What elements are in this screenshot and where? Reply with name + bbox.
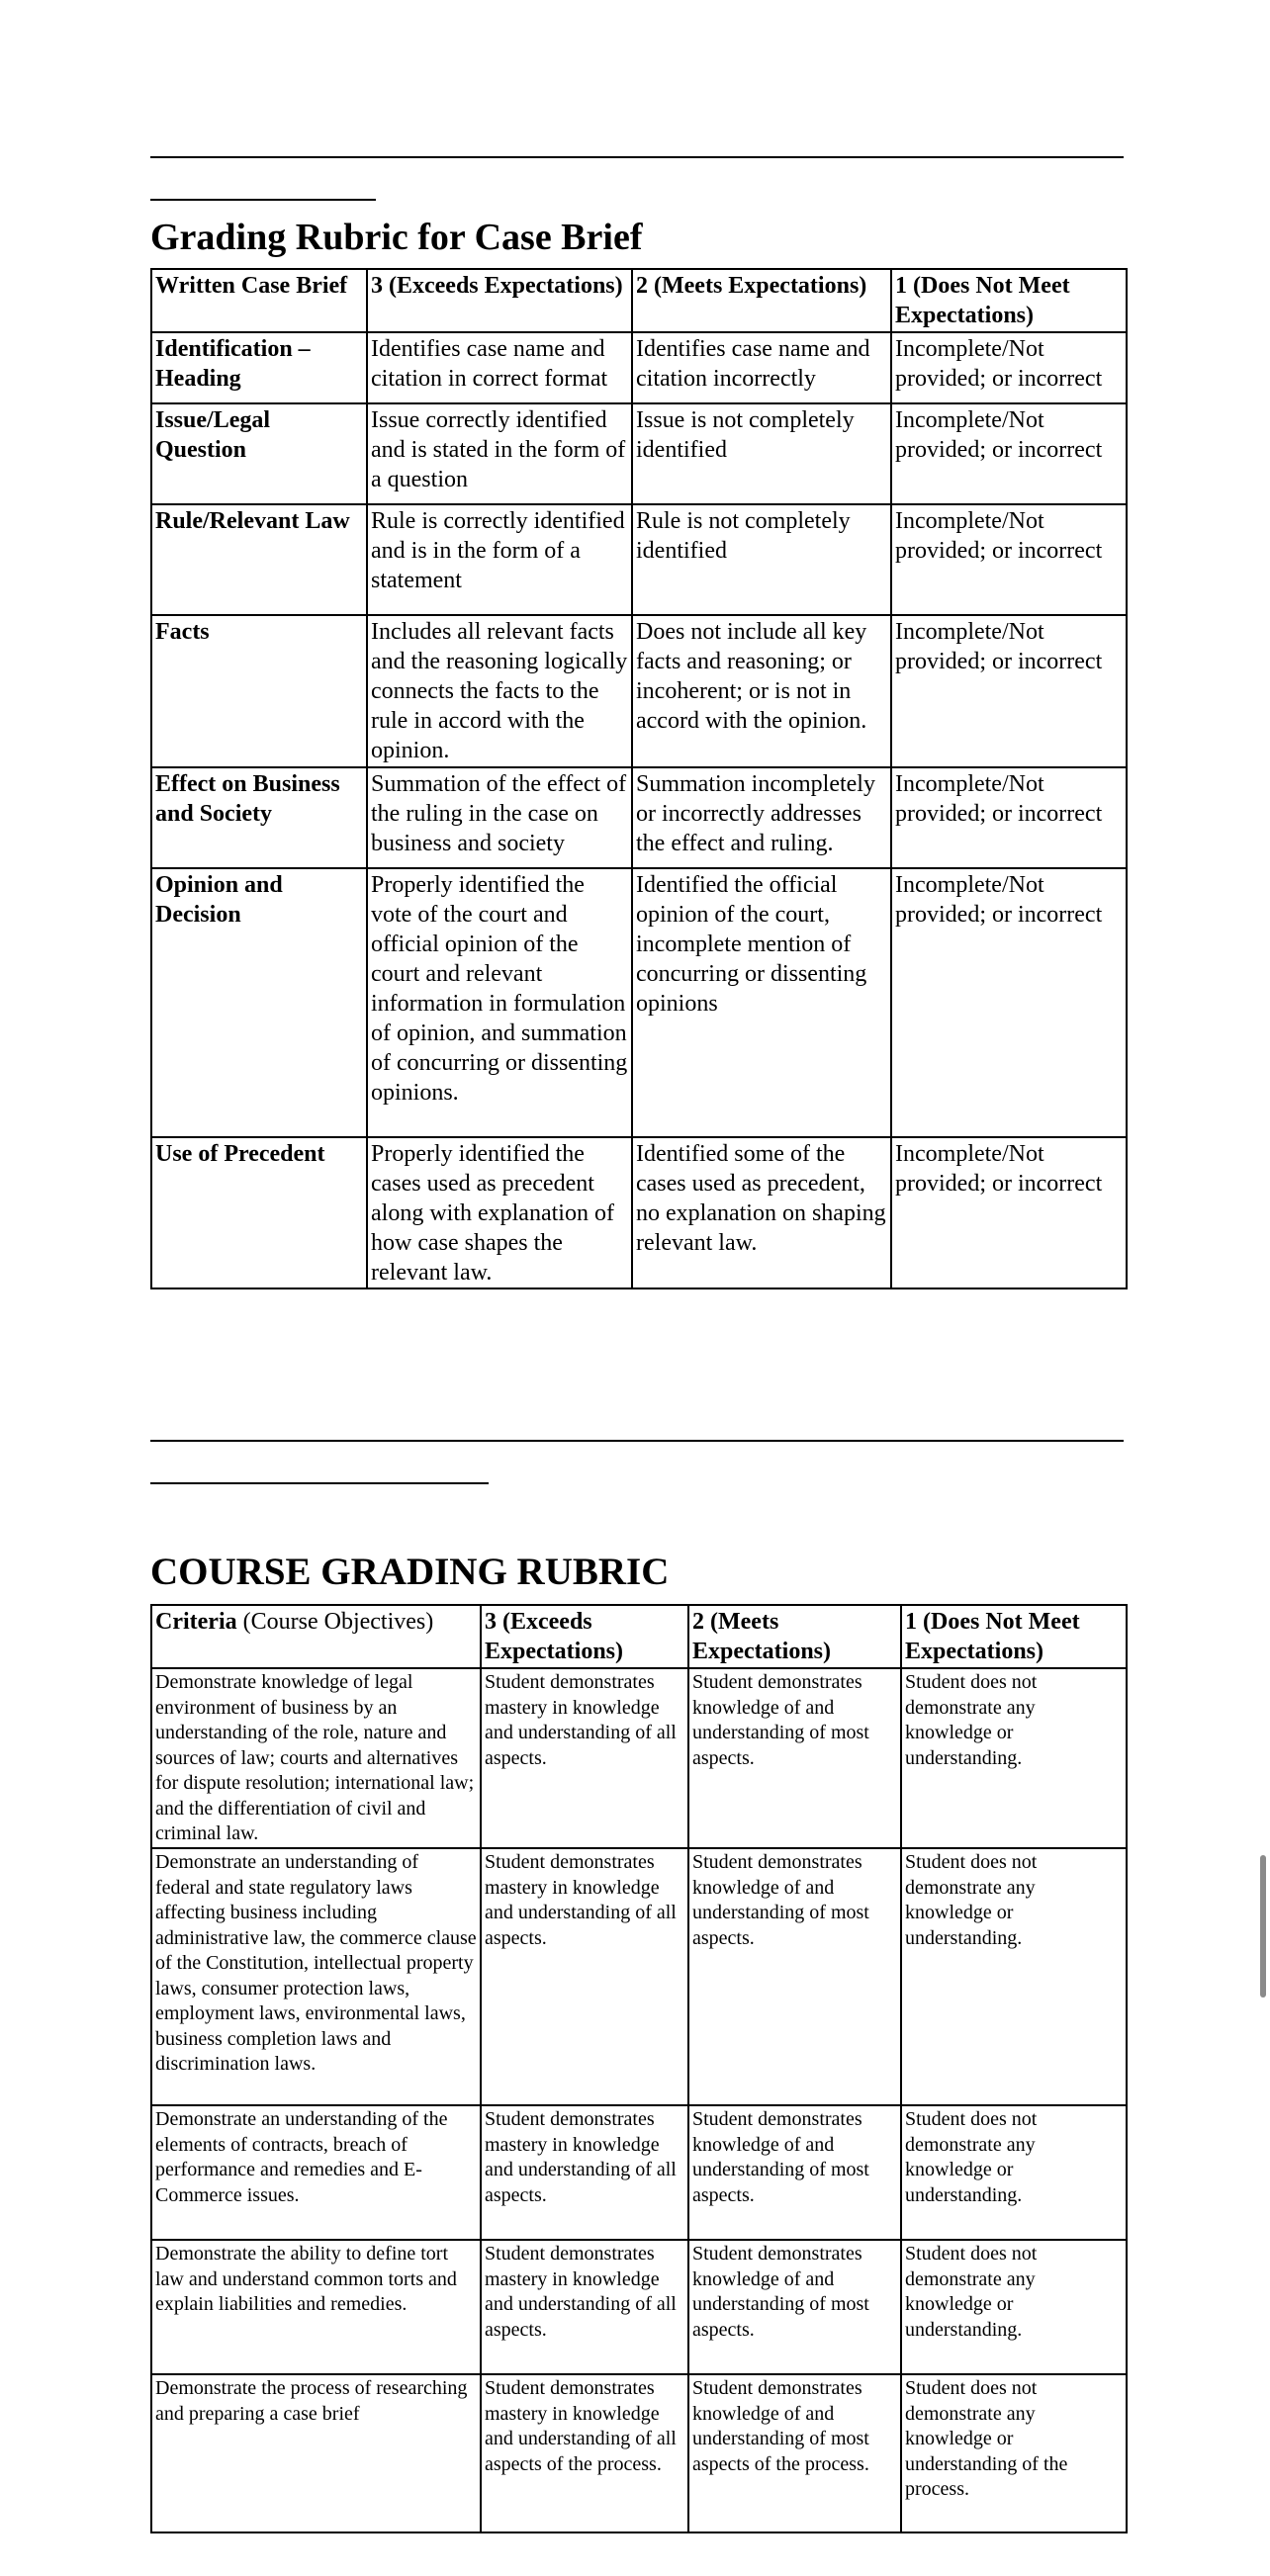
criterion-cell: Rule/Relevant Law <box>151 504 367 615</box>
meets-cell: Identified some of the cases used as precedent, no explanation on shaping relevant law. <box>632 1137 891 1288</box>
table-header-row <box>151 1605 1127 1668</box>
section-divider-line <box>150 156 1124 158</box>
meets-cell: Summation incompletely or incorrectly addresses the effect and ruling. <box>632 767 891 868</box>
meets-cell: Rule is not completely identified <box>632 504 891 615</box>
criterion-cell: Use of Precedent <box>151 1137 367 1288</box>
header-criteria <box>151 1605 481 1668</box>
criterion-cell: Opinion and Decision <box>151 868 367 1137</box>
meets-cell: Identified the official opinion of the court, incomplete mention of concurring or dissenting opinions <box>632 868 891 1137</box>
criterion-cell: Facts <box>151 615 367 767</box>
table-header-row <box>151 269 1127 332</box>
header-meets: 2 (Meets Expectations) <box>632 269 891 332</box>
does-not-meet-cell: Incomplete/Not provided; or incorrect <box>891 868 1127 1137</box>
does-not-meet-cell: Student does not demonstrate any knowledge or understanding. <box>901 2240 1127 2374</box>
meets-cell: Student demonstrates knowledge of and understanding of most aspects of the process. <box>688 2374 901 2532</box>
table-row <box>151 504 1127 615</box>
meets-cell: Issue is not completely identified <box>632 403 891 504</box>
criterion-cell: Issue/Legal Question <box>151 403 367 504</box>
header-exceeds: 3 (Exceeds Expectations) <box>367 269 632 332</box>
meets-cell: Student demonstrates knowledge of and understanding of most aspects. <box>688 1668 901 1848</box>
meets-cell: Student demonstrates knowledge of and understanding of most aspects. <box>688 1848 901 2105</box>
criterion-cell: Demonstrate an understanding of the elements of contracts, breach of performance and remedies and E-Commerce issues. <box>151 2105 481 2240</box>
vertical-scrollbar[interactable] <box>1260 1855 1266 1998</box>
meets-cell: Does not include all key facts and reasoning; or incoherent; or is not in accord with the opinion. <box>632 615 891 767</box>
meets-cell: Identifies case name and citation incorrectly <box>632 332 891 403</box>
exceeds-cell: Student demonstrates mastery in knowledge and understanding of all aspects. <box>481 2240 688 2374</box>
exceeds-cell: Summation of the effect of the ruling in the case on business and society <box>367 767 632 868</box>
does-not-meet-cell: Incomplete/Not provided; or incorrect <box>891 403 1127 504</box>
exceeds-cell: Issue correctly identified and is stated in the form of a question <box>367 403 632 504</box>
header-does-not-meet: 1 (Does Not Meet Expectations) <box>901 1605 1127 1668</box>
table-row <box>151 767 1127 868</box>
criterion-cell: Demonstrate an understanding of federal and state regulatory laws affecting business including administrative law, the commerce clause of the Constitution, intellectual property laws, consumer protection laws, employment laws, environmental laws, business completion laws and discrimination laws. <box>151 1848 481 2105</box>
section-divider-short-line <box>150 1482 489 1484</box>
meets-cell: Student demonstrates knowledge of and understanding of most aspects. <box>688 2240 901 2374</box>
exceeds-cell: Identifies case name and citation in correct format <box>367 332 632 403</box>
course-rubric-title: COURSE GRADING RUBRIC <box>150 1551 670 1593</box>
table-row <box>151 403 1127 504</box>
course-grading-rubric-table <box>150 1604 1128 2533</box>
header-does-not-meet: 1 (Does Not Meet Expectations) <box>891 269 1127 332</box>
header-criteria-label: Criteria <box>155 1609 237 1635</box>
case-brief-rubric-table <box>150 268 1128 1289</box>
criterion-cell: Demonstrate the process of researching and preparing a case brief <box>151 2374 481 2532</box>
table-row <box>151 2374 1127 2532</box>
case-brief-rubric-title: Grading Rubric for Case Brief <box>150 217 643 258</box>
criterion-cell: Effect on Business and Society <box>151 767 367 868</box>
table-row <box>151 1137 1127 1288</box>
table-row <box>151 1668 1127 1848</box>
exceeds-cell: Includes all relevant facts and the reasoning logically connects the facts to the rule in accord with the opinion. <box>367 615 632 767</box>
header-exceeds: 3 (Exceeds Expectations) <box>481 1605 688 1668</box>
does-not-meet-cell: Incomplete/Not provided; or incorrect <box>891 504 1127 615</box>
does-not-meet-cell: Student does not demonstrate any knowledge or understanding. <box>901 1668 1127 1848</box>
header-meets: 2 (Meets Expectations) <box>688 1605 901 1668</box>
table-row <box>151 2105 1127 2240</box>
criterion-cell: Demonstrate knowledge of legal environment of business by an understanding of the role, nature and sources of law; courts and alternatives for dispute resolution; international law; and the differentiation of civil and criminal law. <box>151 1668 481 1848</box>
does-not-meet-cell: Student does not demonstrate any knowledge or understanding of the process. <box>901 2374 1127 2532</box>
does-not-meet-cell: Incomplete/Not provided; or incorrect <box>891 615 1127 767</box>
table-row <box>151 2240 1127 2374</box>
table-row <box>151 1848 1127 2105</box>
header-criteria-note: (Course Objectives) <box>236 1609 434 1635</box>
criterion-cell: Identification – Heading <box>151 332 367 403</box>
section-divider-short-line <box>150 199 376 201</box>
exceeds-cell: Properly identified the cases used as precedent along with explanation of how case shapes the relevant law. <box>367 1137 632 1288</box>
exceeds-cell: Rule is correctly identified and is in the form of a statement <box>367 504 632 615</box>
table-row <box>151 615 1127 767</box>
criterion-cell: Demonstrate the ability to define tort law and understand common torts and explain liabilities and remedies. <box>151 2240 481 2374</box>
section-divider-line <box>150 1440 1124 1442</box>
does-not-meet-cell: Incomplete/Not provided; or incorrect <box>891 332 1127 403</box>
does-not-meet-cell: Student does not demonstrate any knowledge or understanding. <box>901 2105 1127 2240</box>
table-row <box>151 332 1127 403</box>
meets-cell: Student demonstrates knowledge of and understanding of most aspects. <box>688 2105 901 2240</box>
header-criterion: Written Case Brief <box>151 269 367 332</box>
exceeds-cell: Properly identified the vote of the court and official opinion of the court and relevant information in formulation of opinion, and summation of concurring or dissenting opinions. <box>367 868 632 1137</box>
table-row <box>151 868 1127 1137</box>
exceeds-cell: Student demonstrates mastery in knowledge and understanding of all aspects. <box>481 2105 688 2240</box>
exceeds-cell: Student demonstrates mastery in knowledge and understanding of all aspects. <box>481 1848 688 2105</box>
does-not-meet-cell: Incomplete/Not provided; or incorrect <box>891 767 1127 868</box>
exceeds-cell: Student demonstrates mastery in knowledge and understanding of all aspects. <box>481 1668 688 1848</box>
does-not-meet-cell: Incomplete/Not provided; or incorrect <box>891 1137 1127 1288</box>
does-not-meet-cell: Student does not demonstrate any knowledge or understanding. <box>901 1848 1127 2105</box>
exceeds-cell: Student demonstrates mastery in knowledge and understanding of all aspects of the process. <box>481 2374 688 2532</box>
